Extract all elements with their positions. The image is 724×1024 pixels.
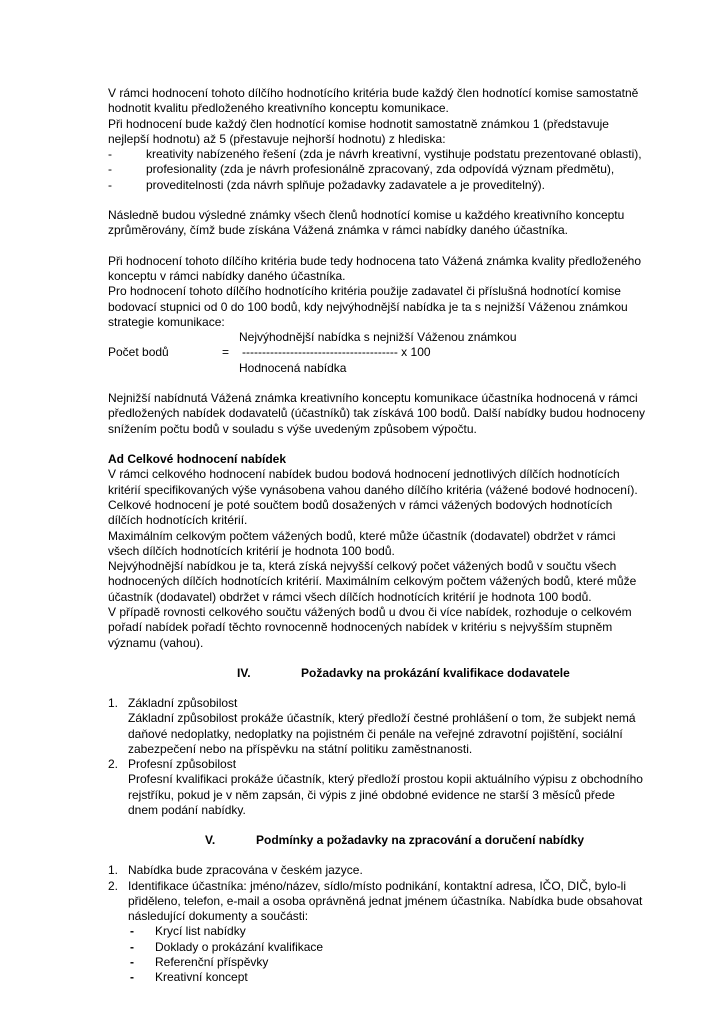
list-item-text: Nabídka bude zpracována v českém jazyce. — [128, 863, 363, 878]
section-number: V. — [205, 833, 216, 848]
formula-label: Počet bodů — [108, 345, 169, 360]
list-dash: - — [108, 162, 112, 177]
list-item: - Kreativní koncept — [130, 970, 248, 985]
points-formula — [108, 330, 648, 376]
list-item-text: Profesní kvalifikaci prokáže účastník, který předloží prostou kopii aktuálního výpisu z obchodního rejstříku, pokud je v něm zapsán, či výpis z jiné obdobné evidence ne starší 3 měsíců přede dnem podání nabídky. — [128, 772, 643, 817]
formula-equals: = — [222, 345, 230, 360]
intro-paragraph-1: V rámci hodnocení tohoto dílčího hodnotícího kritéria bude každý člen hodnotící komise samostatně hodnotit kvalitu předloženého kreativního konceptu komunikace. — [108, 86, 639, 116]
list-number: 1. — [108, 695, 119, 710]
evaluation-paragraph-1: Při hodnocení tohoto dílčího kritéria bude tedy hodnocena tato Vážená známka kvality předloženého konceptu v rámci nabídky daného účastníka. — [108, 253, 642, 283]
list-item — [108, 696, 648, 757]
list-number: 1. — [108, 863, 119, 878]
lowest-bid-paragraph: Nejnižší nabídnutá Vážená známka kreativního konceptu komunikace účastníka hodnocená v rámci předložených nabídek dodavatelů (účastníků) tak získává 100 bodů. Další nabídky budou hodnoceny snížením počtu bodů v souladu s výše uvedeným způsobem výpočtu. — [108, 391, 646, 436]
list-item: - profesionality (zda je návrh profesionálně zpracovaný, zda odpovídá význam předmětu), — [108, 162, 615, 177]
list-item: - Doklady o prokázání kvalifikace — [130, 939, 324, 954]
offer-requirements-list — [108, 863, 648, 924]
list-item: - Referenční příspěvky — [130, 955, 269, 970]
section-iv-heading — [108, 666, 648, 681]
formula-fraction-line: --------------------------------------- x 100 — [242, 345, 431, 360]
section-number: IV. — [237, 665, 251, 680]
list-dash: - — [130, 955, 134, 970]
list-dash: - — [108, 147, 112, 162]
formula-numerator: Nejvýhodnější nabídka s nejnižší Váženou známkou — [239, 330, 517, 345]
list-number: 2. — [108, 757, 119, 772]
evaluation-paragraph-2: Pro hodnocení tohoto dílčího hodnotícího kritéria použije zadavatel či příslušná hodnotící komise bodovací stupnici od 0 do 100 bodů, kdy nejvýhodnější nabídka je ta s nejnižší Váženou známkou strategie komunikace: — [108, 284, 628, 329]
ad-section-paragraph-4: V případě rovnosti celkového součtu vážených bodů u dvou či více nabídek, rozhoduje o celkovém pořadí nabídek pořadí těchto rovnocenně hodnocených nabídek v kritériu s nejvyšším stupněm významu (vahou). — [108, 605, 632, 650]
list-item — [108, 863, 648, 878]
list-item-text: Základní způsobilost prokáže účastník, který předloží čestné prohlášení o tom, že subjekt nemá daňové nedoplatky, nedoplatky na pojistném či penále na veřejné zdravotní pojištění, sociální zabezpečení nebo na příspěvku na státní politiku zaměstnanosti. — [128, 711, 636, 756]
list-item-text: Identifikace účastníka: jméno/název, sídlo/místo podnikání, kontaktní adresa, IČO, DIČ, bylo-li přiděleno, telefon, e-mail a osoba oprávněná jednat jménem účastníka. Nabídka bude obsahovat následující dokumenty a součásti: — [128, 878, 643, 924]
section-title: Podmínky a požadavky na zpracování a doručení nabídky — [256, 833, 585, 848]
intro-paragraph-2: Při hodnocení bude každý člen hodnotící komise hodnotit samostatně známkou 1 (představuje nejlepší hodnotu) až 5 (přestavuje nejhorší hodnotu) z hlediska: — [108, 116, 609, 146]
list-item — [108, 879, 648, 925]
ad-section-paragraph-1: V rámci celkového hodnocení nabídek budou bodová hodnocení jednotlivých dílčích hodnotících kritérií specifikovaných výše vynásobena vahou daného dílčího kritéria (vážené bodové hodnocení). Celkové hodnocení je poté součtem bodů dosažených v rámci vážených bodových hodnotících dílčích hodnotících kritérií. — [108, 467, 638, 528]
formula-denominator: Hodnocená nabídka — [239, 361, 347, 376]
list-item — [108, 757, 648, 818]
criteria-list — [108, 147, 648, 193]
average-paragraph: Následně budou výsledné známky všech členů hodnotící komise u každého kreativního konceptu zprůměrovány, čímž bude získána Vážená známka v rámci nabídky daného účastníka. — [108, 208, 625, 238]
ad-section-paragraph-3: Nejvýhodnější nabídkou je ta, která získá nejvyšší celkový počet vážených bodů v součtu všech hodnocených dílčích hodnotících kritérií. Maximálním celkovým počtem vážených bodů, které může účastník (dodavatel) obdržet v rámci všech dílčích hodnotících kritérií je hodnota 100 bodů. — [108, 559, 637, 604]
documents-list — [108, 924, 648, 985]
list-item-title: Základní způsobilost — [128, 695, 238, 710]
list-dash: - — [108, 177, 112, 192]
section-v-heading — [108, 833, 648, 848]
list-item: - kreativity nabízeného řešení (zda je návrh kreativní, vystihuje podstatu prezentované oblasti), — [108, 147, 642, 162]
list-item: - proveditelnosti (zda návrh splňuje požadavky zadavatele a je proveditelný). — [108, 177, 545, 192]
list-dash: - — [130, 924, 134, 939]
list-number: 2. — [108, 878, 119, 893]
document-page — [108, 86, 648, 986]
section-title: Požadavky na prokázání kvalifikace dodavatele — [301, 665, 570, 680]
ad-section-heading: Ad Celkové hodnocení nabídek — [108, 452, 287, 467]
qualification-list — [108, 696, 648, 818]
ad-section-paragraph-2: Maximálním celkovým počtem vážených bodů, které může účastník (dodavatel) obdržet v rámci všech dílčích hodnotících kritérií je hodnota 100 bodů. — [108, 528, 616, 558]
list-dash: - — [130, 970, 134, 985]
list-dash: - — [130, 939, 134, 954]
list-item-title: Profesní způsobilost — [128, 757, 237, 772]
list-item: - Krycí list nabídky — [130, 924, 246, 939]
